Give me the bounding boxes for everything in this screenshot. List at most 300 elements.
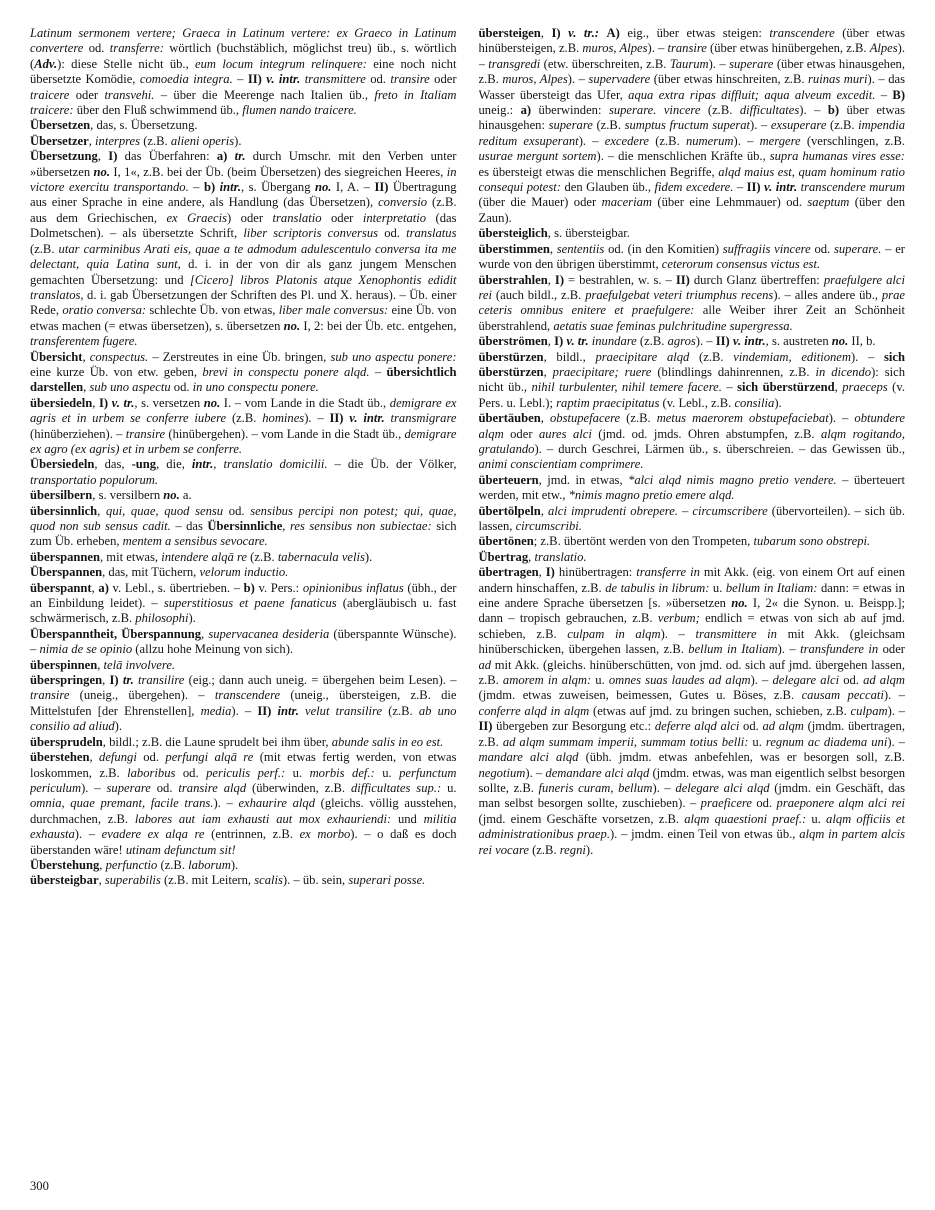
german-text: ). – <box>478 41 905 71</box>
latin-text: Taurum <box>669 56 709 71</box>
german-text: – <box>875 87 893 102</box>
german-text: (übh., der an Einbildung leidet). – <box>30 580 457 611</box>
latin-text: ab uno consilio ad aliud <box>30 703 457 734</box>
latin-text: praeficere <box>700 796 752 811</box>
latin-text: in victore exercitu transportando. <box>30 164 457 195</box>
german-text: , <box>98 873 105 888</box>
headword-or-marker: II) <box>247 72 262 87</box>
latin-text: mergere <box>759 133 801 148</box>
headword-or-marker: übersprudeln <box>30 734 103 749</box>
german-text: oder <box>321 210 363 225</box>
headword-or-marker: überstehen <box>30 750 90 765</box>
latin-text: circumscribere <box>692 503 768 518</box>
latin-text: alieni operis <box>170 133 235 148</box>
german-text: u. <box>709 580 726 595</box>
grammar-marker: no. <box>93 164 110 179</box>
german-text: (z.B. <box>649 133 686 148</box>
latin-text: omnia, quae premant, facile trans. <box>30 796 214 811</box>
headword-or-marker: II) <box>478 719 493 734</box>
german-text: , s. versetzen <box>134 395 204 410</box>
german-text: (hinübergehen). – vom Lande in die Stadt üb., <box>165 426 405 441</box>
german-text: (über etwas hinübersteigen, z.B. <box>478 26 905 56</box>
german-text: das Überfahren: <box>117 149 217 164</box>
latin-text: telā involvere. <box>103 657 176 672</box>
german-text: (jmd. einem Geschäfte vorsetzen, z.B. <box>478 811 685 826</box>
grammar-marker: no. <box>731 596 748 611</box>
german-text: über den Fluß schwimmend üb., <box>73 103 243 118</box>
german-text: alle Weiber ihrer Zeit an Schönheit überstrahlend, <box>478 303 905 333</box>
german-text: (uneig., übergehen). – <box>69 688 215 703</box>
german-text: (übh. jmdm. etwas anbefehlen, was er besorgen soll, z.B. <box>578 750 905 765</box>
german-text: – <box>232 72 248 87</box>
latin-text: tabernacula velis <box>277 549 365 564</box>
german-text: a. <box>179 488 192 503</box>
headword-or-marker: I) <box>554 334 564 349</box>
latin-text: ceterorum consensus victus est. <box>661 257 821 272</box>
headword-or-marker: b) <box>203 180 216 195</box>
latin-text: superare <box>548 118 593 133</box>
german-text: (v. Lebl., z.B. <box>659 395 735 410</box>
page-number: 300 <box>30 1178 49 1193</box>
latin-text: transcendere <box>769 26 835 40</box>
german-text: , <box>88 133 96 148</box>
german-text: ). – <box>660 626 696 641</box>
german-text: od. <box>839 673 864 688</box>
latin-text: translatio <box>272 210 322 225</box>
headword-or-marker: II) <box>746 180 761 195</box>
latin-text: praeceps <box>842 380 888 395</box>
dictionary-entry <box>30 396 457 458</box>
german-text: ). – <box>887 734 905 749</box>
latin-text: causam peccati <box>801 688 884 703</box>
latin-text: ad <box>478 657 492 672</box>
german-text: , <box>92 395 99 410</box>
latin-text: transire <box>125 426 166 441</box>
german-text: – überteuert werden, mit etw., <box>478 472 905 503</box>
german-text <box>599 26 607 40</box>
latin-text: exsuperare <box>770 118 827 133</box>
german-text: , <box>82 349 90 364</box>
german-text: , <box>83 380 90 395</box>
headword-or-marker: II) <box>257 703 272 718</box>
german-text: u. <box>748 734 766 749</box>
german-text: überwinden: <box>531 103 609 118</box>
headword-or-marker: überströmen <box>478 334 548 349</box>
grammar-marker: tr. <box>122 673 134 688</box>
latin-text: superare. <box>833 241 882 256</box>
german-text: – <box>369 364 387 379</box>
german-text: (überwinden, z.B. <box>246 780 351 795</box>
latin-text: muros, Alpes <box>502 72 568 87</box>
latin-text: muros, Alpes <box>582 41 648 56</box>
german-text: , <box>99 857 106 872</box>
latin-text: culpam <box>850 703 888 718</box>
headword-or-marker: I) <box>109 673 119 688</box>
latin-text: transilire <box>137 673 185 688</box>
latin-text: res sensibus non subiectae: <box>289 519 432 533</box>
latin-text: freto in Italiam traicere: <box>30 87 457 118</box>
latin-text: velorum inductio. <box>199 565 289 580</box>
latin-text: superare <box>106 780 151 795</box>
latin-text: transire <box>30 688 70 703</box>
german-text: (v. Pers. u. Lebl.); <box>478 380 905 410</box>
dictionary-entry <box>30 873 457 888</box>
german-text: , <box>97 149 109 164</box>
headword-or-marker: -ung <box>131 457 157 472</box>
dictionary-entry <box>479 534 906 549</box>
dictionary-entry <box>30 350 457 396</box>
german-text: ). <box>364 549 373 564</box>
latin-text: verbum; <box>657 611 700 626</box>
latin-text: interpretatio <box>362 210 427 225</box>
german-text: – über die Meerenge nach Italien üb., <box>154 87 375 102</box>
german-text: (abergläubisch u. fast schwärmerisch, z.B. <box>30 596 457 626</box>
german-text: eine kurze Üb. von etw. geben, <box>30 364 203 379</box>
headword-or-marker: I) <box>99 395 109 410</box>
latin-text: supervadere <box>588 72 651 87</box>
grammar-marker: v. intr. <box>349 411 385 426</box>
headword-or-marker: Übersiedeln <box>30 457 95 472</box>
headword-or-marker: sich überstürzen <box>478 349 905 379</box>
german-text: ). – <box>81 780 107 795</box>
grammar-marker: no. <box>163 488 180 503</box>
german-text: I, A. – <box>331 180 375 195</box>
german-text: od. <box>170 380 193 395</box>
latin-text: oratio conversa: <box>62 303 147 318</box>
german-text: u. <box>591 673 609 688</box>
latin-text: translatio domicilii. <box>223 457 328 472</box>
latin-text: transferre: <box>109 41 164 56</box>
latin-text: brevi in conspectu ponere alqd. <box>202 364 370 379</box>
latin-text: deferre alqd alci <box>654 719 740 734</box>
german-text: (jmd. od. jmds. Ohren abstumpfen, z.B. <box>591 426 821 441</box>
latin-text: delegare alci alqd <box>675 780 770 795</box>
latin-text: consilia <box>734 395 775 410</box>
headword-or-marker: a) <box>98 580 109 595</box>
german-text: d. i. in der von dir als ganz jungem Menschen gemachten Übersetzung: und <box>30 257 457 287</box>
latin-text: praefulgebat veteri triumphus recens <box>585 287 774 302</box>
german-text: (z.B. <box>226 411 263 426</box>
latin-text: superstitiosus et paene fanaticus <box>163 596 337 611</box>
latin-text: superabilis <box>104 873 161 888</box>
latin-text: aqua extra ripas diffluit; aqua alveum excedit. <box>628 87 876 102</box>
latin-text: laboribus <box>127 765 176 780</box>
headword-or-marker: II) <box>374 180 389 195</box>
dictionary-entry <box>30 149 457 349</box>
latin-text: numerum <box>685 133 734 148</box>
german-text: oder <box>69 87 105 102</box>
german-text: (blindlings dahinrennen, z.B. <box>651 364 816 379</box>
german-text: eine Üb. von etwas machen (= etwas übersetzen), s. übersetzen <box>30 303 457 333</box>
latin-text: exhaurire alqd <box>238 796 315 811</box>
german-text: ). – die menschlichen Kräfte üb., <box>596 149 770 164</box>
headword-or-marker: II) <box>675 272 690 287</box>
german-text: , <box>540 503 548 518</box>
german-text: (über den Zaun). <box>478 195 905 225</box>
latin-text: mentem a sensibus sevocare. <box>122 534 268 549</box>
latin-text: ex Graecis <box>166 210 227 225</box>
german-text: ). – <box>887 703 905 718</box>
german-text: od. <box>739 719 763 734</box>
german-text: od. <box>175 765 207 780</box>
german-text: , <box>549 241 557 256</box>
latin-text: metus maerorem obstupefaciebat <box>656 411 829 426</box>
two-column-text-block <box>30 26 905 1166</box>
latin-text: prae ceteris omnibus enitere et praefulgere: <box>478 287 905 318</box>
latin-text: bellum in Italiam: <box>725 580 818 595</box>
headword-or-marker: I) <box>551 26 561 40</box>
german-text: (auch bildl., z.B. <box>492 287 586 302</box>
latin-text: militia exhausta <box>30 811 457 842</box>
german-text: , <box>97 503 107 518</box>
dictionary-entry <box>30 673 457 735</box>
german-text: , jmd. in etwas, <box>538 472 629 487</box>
german-text: ). <box>234 133 242 148</box>
latin-text: supervacanea desideria <box>208 626 330 641</box>
headword-or-marker: sich überstürzend <box>737 380 835 395</box>
german-text: (z.B. <box>30 241 59 256</box>
german-text: (z.B. <box>157 857 189 872</box>
dictionary-entry <box>479 565 906 858</box>
dictionary-entry <box>30 457 457 488</box>
latin-text: regnum ac diadema uni <box>765 734 888 749</box>
german-text: ). <box>230 857 239 872</box>
german-text: (über etwas hinübergehen, z.B. <box>706 41 870 56</box>
dictionary-entry <box>479 334 906 349</box>
german-text: – er wurde von den übrigen überstimmt, <box>478 241 905 272</box>
german-text: u. <box>374 765 400 780</box>
german-text: od. <box>223 503 251 518</box>
german-text: , <box>91 580 99 595</box>
latin-text: Alpes <box>869 41 898 56</box>
latin-text: evadere ex alqa re <box>101 827 205 842</box>
german-text: – das <box>170 519 208 533</box>
latin-text: transportatio populorum. <box>30 472 159 487</box>
latin-text: transcendere murum <box>800 180 905 195</box>
latin-text: translatio. <box>534 549 587 564</box>
latin-text: circumscribi. <box>515 519 582 533</box>
latin-text: culpam in alqm <box>567 626 661 641</box>
headword-or-marker: übersteiglich <box>478 226 548 241</box>
latin-text: liber male conversus: <box>278 303 389 318</box>
dictionary-entry <box>30 118 457 133</box>
german-text: ). <box>774 395 782 410</box>
dictionary-entry <box>479 473 906 504</box>
latin-text: abunde salis in eo est. <box>331 734 444 749</box>
german-text: , das, s. Übersetzung. <box>90 118 198 133</box>
headword-or-marker: I) <box>554 272 565 287</box>
german-text: ) oder <box>227 210 273 225</box>
german-text: ). – <box>213 796 239 811</box>
german-text: od. <box>378 226 407 241</box>
dictionary-entry <box>30 550 457 565</box>
latin-text: transgredi <box>488 56 541 71</box>
german-text: ). – üb. sein, <box>282 873 349 888</box>
german-text: ). – <box>647 41 668 56</box>
latin-text: qui, quae, quod sensu <box>106 503 224 518</box>
headword-or-marker: übersiedeln <box>30 395 93 410</box>
german-text: v. Pers.: <box>254 580 303 595</box>
latin-text: demigrare ex agro (ex agris) et in urbem se conferre. <box>30 426 457 456</box>
latin-text: periculis perf.: <box>206 765 286 780</box>
german-text: od. <box>83 41 110 56</box>
german-text: übergeben zur Besorgung etc.: <box>492 719 655 734</box>
german-text: II, b. <box>848 334 876 349</box>
latin-text: supra humanas vires esse: <box>769 149 905 164</box>
german-text: oder <box>429 72 457 87</box>
german-text: eig., über etwas steigen: <box>619 26 770 40</box>
german-text: und <box>391 811 424 826</box>
latin-text: sub uno aspectu <box>89 380 171 395</box>
dictionary-entry <box>479 26 906 226</box>
latin-text: nimia de se opinio <box>39 642 133 657</box>
latin-text: alqm quaestioni praef.: <box>684 811 807 826</box>
latin-text: alci imprudenti obrepere. <box>548 503 678 518</box>
latin-text: mandare alci alqd <box>478 750 579 765</box>
headword-or-marker: überspinnen <box>30 657 98 672</box>
latin-text: ad alqm <box>863 673 905 688</box>
german-text: (überspannte Wünsche). – <box>30 626 457 657</box>
german-text: , <box>102 673 110 688</box>
headword-or-marker: Überstehung <box>30 857 100 872</box>
german-text: , <box>201 626 209 641</box>
german-text: (übervorteilen). – sich üb. lassen, <box>478 503 905 533</box>
dictionary-entry <box>479 550 906 565</box>
dictionary-entry <box>479 504 906 535</box>
latin-text: perfunctio <box>105 857 158 872</box>
latin-text: transmittere <box>304 72 366 87</box>
german-text: , das, mit Tüchern, <box>102 565 200 580</box>
german-text: (über etwas hinschreiten, z.B. <box>650 72 809 87</box>
headword-or-marker: übertölpeln <box>478 503 541 518</box>
german-text: (z.B. mit Leitern, <box>160 873 255 888</box>
german-text: I, 2: bei der Üb. etc. entgehen, <box>300 318 457 333</box>
latin-text: comoedia integra. <box>139 72 233 87</box>
latin-text: superare. vincere <box>608 103 701 118</box>
latin-text: perfungi alqā re <box>165 750 254 765</box>
dictionary-entry <box>30 858 457 873</box>
headword-or-marker: I) <box>545 565 555 580</box>
german-text: (jmdm. ein Geschäft, das man selbst besorgen sollte, zuschieben). – <box>478 780 905 811</box>
headword-or-marker: überteuern <box>478 472 539 487</box>
headword-or-marker: Überspannen <box>30 565 103 580</box>
german-text: durch Glanz übertreffen: <box>689 272 824 287</box>
german-text: ). – <box>799 103 828 118</box>
latin-text: animi conscientiam comprimere. <box>478 457 644 472</box>
headword-or-marker: Übertrag <box>478 549 529 564</box>
german-text: – Zerstreutes in eine Üb. bringen, <box>148 349 331 364</box>
german-text: v. Lebl., s. übertrieben. – <box>108 580 244 595</box>
headword-or-marker: a) <box>520 103 532 118</box>
german-text: ). – <box>708 56 730 71</box>
german-text: ). – <box>828 411 855 426</box>
german-text: , s. Übergang <box>240 180 315 195</box>
latin-text: fidem excedere. <box>654 180 734 195</box>
latin-text: vindemiam, editionem <box>733 349 851 364</box>
german-text: – <box>733 180 747 195</box>
latin-text: excedere <box>604 133 650 148</box>
latin-text: [Cicero] libros Platonis atque Xenophontis edidit translatos, <box>30 272 457 302</box>
german-text: ). – <box>231 703 258 718</box>
german-text: , <box>547 272 555 287</box>
latin-text: alqm rogitando, gratulando <box>478 426 905 456</box>
latin-text: maceriam <box>601 195 652 210</box>
grammar-marker: tr. <box>234 149 246 164</box>
latin-text: obstupefacere <box>549 411 621 426</box>
german-text: (z.B. <box>247 549 278 564</box>
latin-text: superari posse. <box>348 873 426 888</box>
german-text: od. <box>810 241 834 256</box>
latin-text: media <box>200 703 232 718</box>
german-text: (z.B. <box>620 411 657 426</box>
german-text: oder <box>503 426 539 441</box>
german-text: schlechte Üb. von etwas, <box>146 303 279 318</box>
headword-or-marker: übersilbern <box>30 488 93 503</box>
german-text: (über etwas hinausgehen, z.B. <box>478 56 905 87</box>
latin-text: ad alqm <box>762 719 804 734</box>
latin-text: sententiis <box>556 241 605 256</box>
latin-text: labores aut iam exhausti aut mox exhauriendi: <box>134 811 392 826</box>
german-text: ). – <box>578 133 605 148</box>
grammar-marker: no. <box>831 334 849 349</box>
german-text: – <box>721 380 738 395</box>
german-text <box>561 26 569 40</box>
right-column <box>479 26 906 1166</box>
latin-text: transvehi. <box>104 87 155 102</box>
grammar-marker: v. tr.: <box>568 26 599 40</box>
latin-text: morbis def.: <box>309 765 375 780</box>
german-text: ). – <box>304 411 330 426</box>
latin-text: *alci alqd nimis magno pretio vendere. <box>628 472 837 487</box>
german-text: ). – das Wasser übersteigt das Ufer, <box>478 72 905 102</box>
dictionary-entry <box>479 273 906 335</box>
german-text: od. <box>136 750 166 765</box>
dictionary-entry <box>30 504 457 550</box>
grammar-marker: Adv. <box>34 56 58 71</box>
left-column <box>30 26 457 1166</box>
latin-text: scalis <box>254 873 283 888</box>
german-text: (z.B. aus dem Griechischen, <box>30 195 457 225</box>
german-text: ). – <box>652 780 676 795</box>
latin-text: superare <box>729 56 774 71</box>
headword-or-marker: übertragen <box>478 565 539 580</box>
german-text: (verschlingen, z.B. <box>800 133 905 148</box>
latin-text: Latinum sermonem vertere; Graeca in Latinum vertere: ex Graeco in Latinum convertere <box>30 26 457 56</box>
latin-text: transire alqd <box>178 780 247 795</box>
latin-text: praecipitare; ruere <box>552 364 652 379</box>
grammar-marker: no. <box>283 318 301 333</box>
latin-text: velut transilire <box>305 703 383 718</box>
german-text: endlich = etwas von sich ab auf jmd. schieben, z.B. <box>478 611 905 641</box>
german-text: (etwas auf jmd. zu bringen suchen, schieben, z.B. <box>589 703 851 718</box>
german-text: mit Akk. (gleichs. hinüberschütten, von jmd. od. sich auf jmd. übergehen lassen, z.B. <box>478 657 905 688</box>
german-text: sich zum Üb. erheben, <box>30 519 457 549</box>
dictionary-entry <box>30 488 457 503</box>
german-text: , <box>89 750 100 765</box>
latin-text: transmigrare <box>390 411 457 426</box>
latin-text: traicere <box>30 87 70 102</box>
latin-text: perfunctum periculum <box>30 765 457 795</box>
latin-text: suffragiis vincere <box>722 241 811 256</box>
latin-text: alqm officiis et administrationibus praep. <box>478 811 905 842</box>
latin-text: sensibus percipi non potest; qui, quae, quod non sub sensus cadit. <box>30 503 457 533</box>
german-text: ). – durch Geschrei, Lärmen üb., s. überschreien. – das Gewissen üb., <box>534 441 905 456</box>
dictionary-entry <box>30 134 457 149</box>
german-text: (z.B. <box>826 118 859 133</box>
german-text: (das Dolmetschen). – als übersetzte Schrift, <box>30 210 457 241</box>
latin-text: *nimis magno pretio emere alqd. <box>568 488 735 503</box>
latin-text: in uno conspectu ponere. <box>192 380 319 395</box>
